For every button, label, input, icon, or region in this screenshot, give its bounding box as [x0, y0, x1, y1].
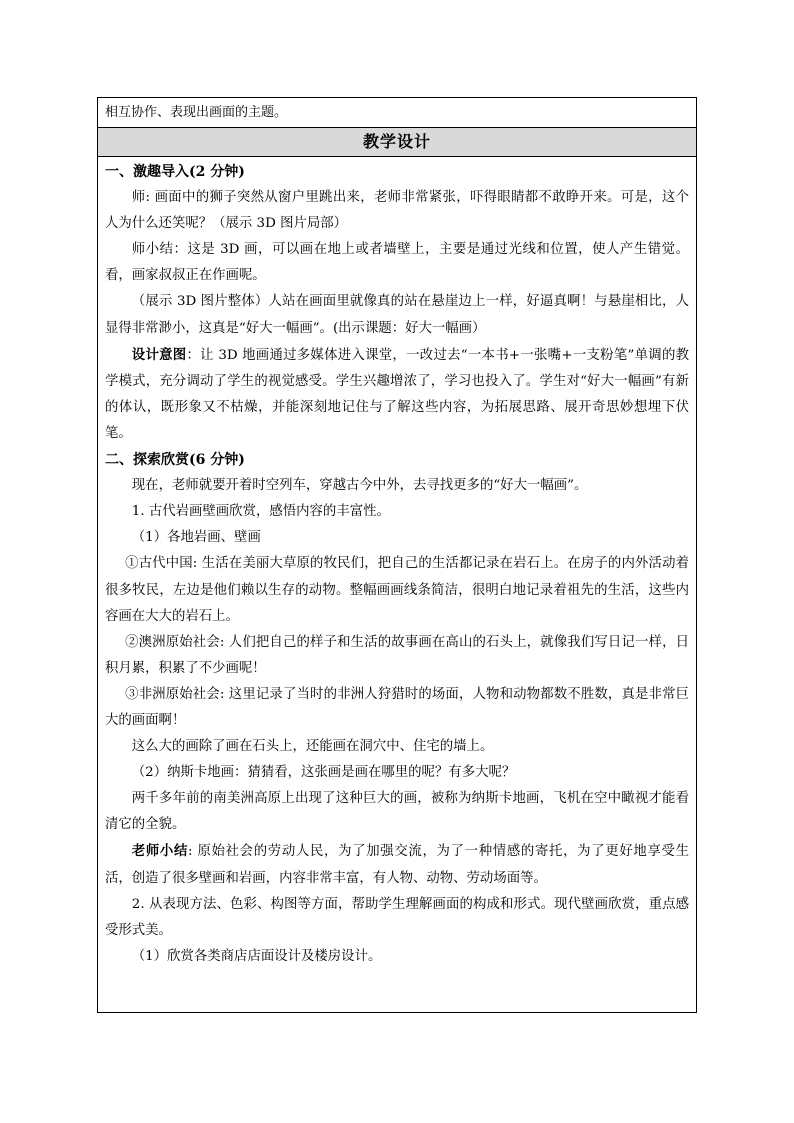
part2-paragraph-10: 2. 从表现方法、色彩、构图等方面，帮助学生理解画面的构成和形式。现代壁画欣赏，重点感受形式美。	[105, 896, 689, 938]
part2-paragraph-4: ①古代中国: 生活在美丽大草原的牧民们，把自己的生活都记录在岩石上。在房子的内外活动着很多牧民，左边是他们赖以生存的动物。整幅画画线条简洁，很明白地记录着祖先的生活，这些内容画在大大的岩石上。	[105, 556, 689, 624]
body-cell	[98, 157, 697, 1013]
part1-paragraph-1: 师: 画面中的狮子突然从窗户里跳出来，老师非常紧张，吓得眼睛都不敢睁开来。可是，这个人为什么还笑呢？（展示 3D 图片局部）	[105, 190, 689, 232]
part2-paragraph-9: 两千多年前的南美洲高原上出现了这种巨大的画，被称为纳斯卡地画，飞机在空中瞰视才能看清它的全貌。	[105, 791, 689, 833]
top-row	[98, 98, 697, 128]
part2-paragraph-7: 这么大的画除了画在石头上，还能画在洞穴中、住宅的墙上。	[131, 739, 494, 755]
lesson-plan-table	[97, 97, 697, 1013]
part2-paragraph-3: （1）各地岩画、壁画	[131, 530, 261, 546]
part1-heading: 一、激趣导入(2 分钟)	[105, 164, 245, 180]
part1-design-intent	[105, 342, 689, 447]
part2-heading: 二、探索欣赏(6 分钟)	[105, 452, 245, 469]
design-intent-text: ：让 3D 地画通过多媒体进入课堂，一改过去“一本书+一张嘴+一支粉笔”单调的教学模式，充分调动了学生的视觉感受。学生兴趣增浓了，学习也投入了。学生对“好大一幅画”有新的体认，既形象又不枯燥，并能深刻地记住与了解这些内容，为拓展思路、展开奇思妙想埋下伏笔。	[105, 347, 690, 441]
part2-teacher-summary	[105, 838, 689, 891]
header-row	[98, 128, 697, 157]
section-header: 教学设计	[98, 128, 697, 157]
part2-paragraph-8: （2）纳斯卡地画：猜猜看，这张画是画在哪里的呢？有多大呢？	[131, 765, 516, 781]
part2-paragraph-6: ③非洲原始社会: 这里记录了当时的非洲人狩猎时的场面，人物和动物都数不胜数，真是非常巨大的画面啊！	[105, 686, 689, 728]
top-cell: 相互协作、表现出画面的主题。	[98, 98, 697, 128]
part2-paragraph-11: （1）欣赏各类商店店面设计及楼房设计。	[131, 948, 382, 964]
design-intent-label: 设计意图	[131, 346, 187, 363]
part1-paragraph-3: （展示 3D 图片整体）人站在画面里就像真的站在悬崖边上一样，好逼真啊！与悬崖相比，人显得非常渺小，这真是“好大一幅画”。(出示课题：好大一幅画）	[105, 294, 689, 336]
part2-paragraph-5: ②澳洲原始社会: 人们把自己的样子和生活的故事画在高山的石头上，就像我们写日记一样，日积月累，积累了不少画呢！	[105, 634, 689, 676]
part2-paragraph-1: 现在，老师就要开着时空列车，穿越古今中外，去寻找更多的“好大一幅画”。	[131, 478, 588, 494]
part2-paragraph-2: 1. 古代岩画壁画欣赏，感悟内容的丰富性。	[131, 504, 390, 520]
teacher-summary-label: 老师小结	[131, 843, 189, 860]
teacher-summary-text: : 原始社会的劳动人民，为了加强交流，为了一种情感的寄托，为了更好地享受生活，创造了很多壁画和岩画，内容非常丰富，有人物、动物、劳动场面等。	[105, 844, 689, 886]
part1-paragraph-2: 师小结：这是 3D 画，可以画在地上或者墙壁上，主要是通过光线和位置，使人产生错觉。看，画家叔叔正在作画呢。	[105, 242, 689, 284]
body-row	[98, 157, 697, 1013]
